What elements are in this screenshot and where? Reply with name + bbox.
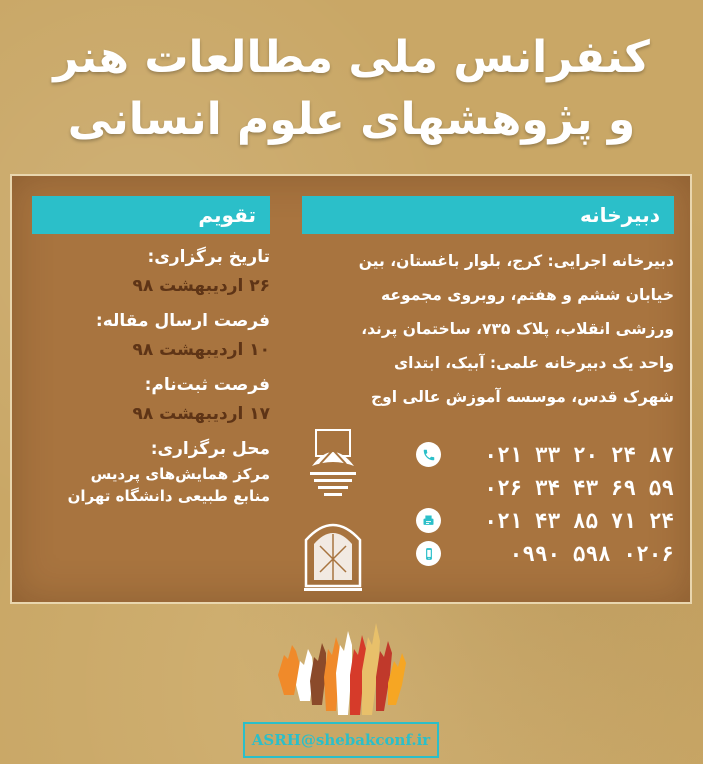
event-date-label: تاریخ برگزاری:	[147, 247, 270, 267]
venue-line: منابع طبیعی دانشگاه تهران	[67, 487, 270, 505]
phone-row	[416, 438, 674, 471]
phone-icon	[416, 442, 441, 467]
phone-row	[416, 537, 674, 570]
raised-hands-illustration	[270, 615, 420, 723]
event-date-value: ۲۶ اردیبهشت ۹۸	[132, 276, 270, 296]
address-line: خیابان ششم و هفتم، روبروی مجموعه	[381, 286, 674, 304]
address-line: دبیرخانه اجرایی: کرج، بلوار باغستان، بین	[358, 252, 674, 270]
venue-line: مرکز همایش‌های پردیس	[90, 465, 270, 483]
registration-deadline-value: ۱۷ اردیبهشت ۹۸	[132, 404, 270, 424]
address-line: شهرک قدس، موسسه آموزش عالی اوج	[370, 388, 674, 406]
paper-deadline-label: فرصت ارسال مقاله:	[95, 311, 270, 331]
mobile-icon	[416, 541, 441, 566]
fax-number[interactable]: ۰۲۱ ۴۳ ۸۵ ۷۱ ۲۴	[484, 508, 674, 533]
calendar-header: تقویم	[32, 196, 270, 234]
phone-row	[416, 504, 674, 537]
phone-list	[416, 438, 674, 570]
registration-deadline-label: فرصت ثبت‌نام:	[144, 375, 270, 395]
contact-email[interactable]: ASRH@shebakconf.ir	[243, 722, 439, 758]
info-panel	[10, 174, 692, 604]
paper-deadline-value: ۱۰ اردیبهشت ۹۸	[132, 340, 270, 360]
phone-number[interactable]: ۰۲۱ ۳۳ ۲۰ ۲۴ ۸۷	[484, 442, 674, 467]
ouj-institute-logo	[302, 428, 364, 506]
phone-number[interactable]: ۰۲۶ ۳۴ ۴۳ ۶۹ ۵۹	[484, 475, 674, 500]
fax-icon	[416, 508, 441, 533]
secretariat-address	[302, 244, 674, 414]
venue-label: محل برگزاری:	[150, 439, 270, 459]
conference-title-line-2: و پژوهشهای علوم انسانی	[67, 94, 636, 145]
mobile-number[interactable]: ۰۹۹۰ ۵۹۸ ۰۲۰۶	[509, 541, 674, 566]
secretariat-header: دبیرخانه	[302, 196, 674, 234]
address-line: واحد یک دبیرخانه علمی: آبیک، ابتدای	[393, 354, 674, 372]
phone-row	[416, 471, 674, 504]
institute-emblem-logo	[300, 516, 366, 592]
calendar-list	[32, 244, 270, 507]
address-line: ورزشی انقلاب، پلاک ۷۳۵، ساختمان پرند،	[361, 320, 674, 338]
conference-title-line-1: کنفرانس ملی مطالعات هنر	[53, 32, 650, 83]
